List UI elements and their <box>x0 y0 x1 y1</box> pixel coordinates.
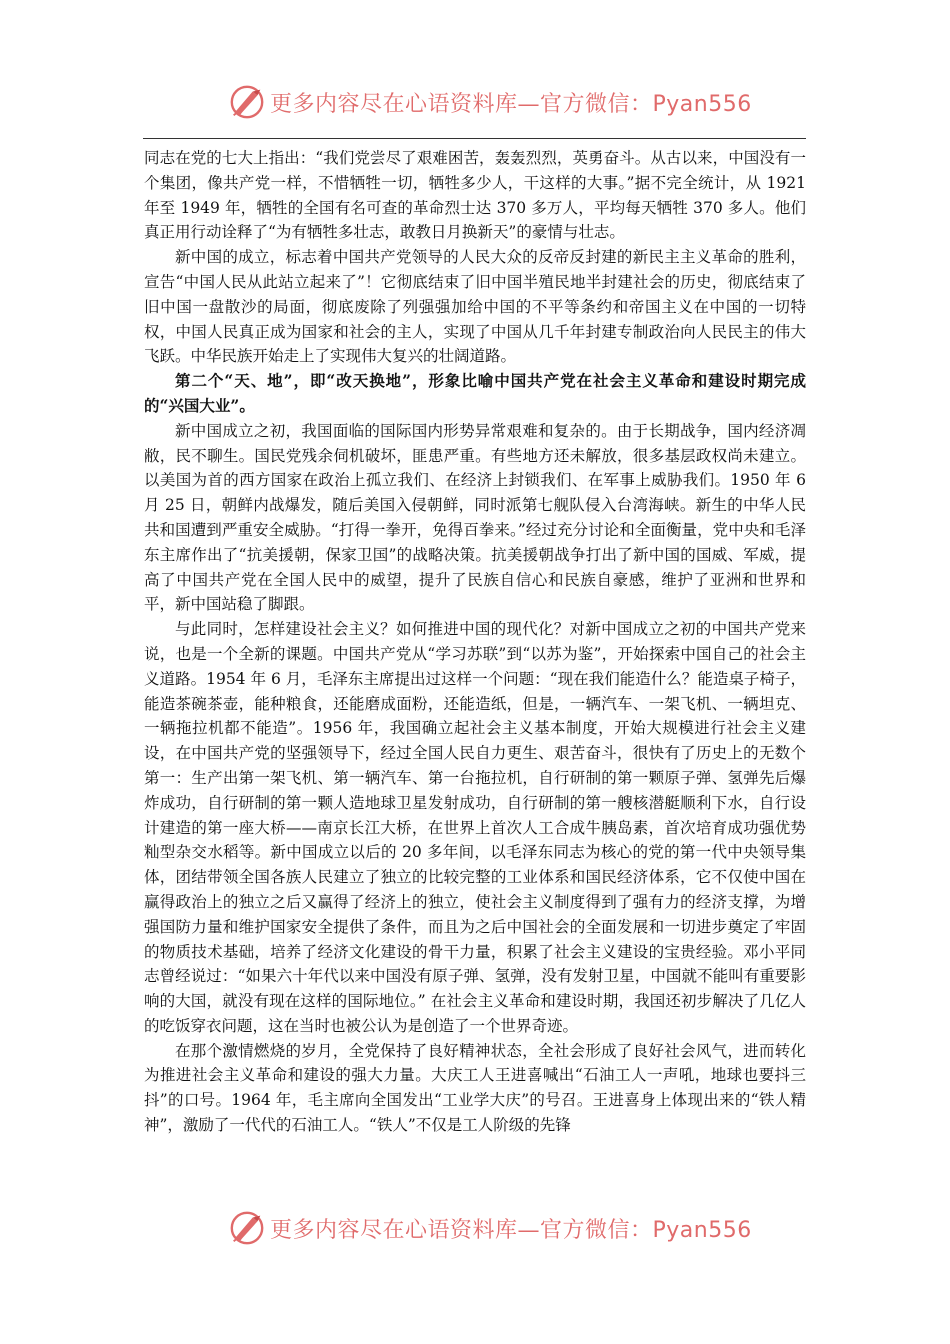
paragraph-4: 与此同时，怎样建设社会主义？如何推进中国的现代化？对新中国成立之初的中国共产党来说，也是一个全新的课题。中国共产党从“学习苏联”到“以苏为鉴”，开始探索中国自己的社会主义道路。1954 年 6 月，毛泽东主席提出过这样一个问题：“现在我们能造什么？能造桌子椅子，能造茶碗茶壶，能种粮食，还能磨成面粉，还能造纸，但是，一辆汽车、一架飞机、一辆坦克、一辆拖拉机都不能造”。1956 年，我国确立起社会主义基本制度，开始大规模进行社会主义建设，在中国共产党的坚强领导下，经过全国人民自力更生、艰苦奋斗，很快有了历史上的无数个第一：生产出第一架飞机、第一辆汽车、第一台拖拉机，自行研制的第一颗原子弹、氢弹先后爆炸成功，自行研制的第一颗人造地球卫星发射成功，自行研制的第一艘核潜艇顺利下水，自行设计建造的第一座大桥——南京长江大桥，在世界上首次人工合成牛胰岛素，首次培育成功强优势籼型杂交水稻等。新中国成立以后的 20 多年间，以毛泽东同志为核心的党的第一代中央领导集体，团结带领全国各族人民建立了独立的比较完整的工业体系和国民经济体系，它不仅使中国在赢得政治上的独立之后又赢得了经济上的独立，使社会主义制度得到了强有力的经济支撑，为增强国防力量和维护国家安全提供了条件，而且为之后中国社会的全面发展和一切进步奠定了牢固的物质技术基础，培养了经济文化建设的骨干力量，积累了社会主义建设的宝贵经验。邓小平同志曾经说过：“如果六十年代以来中国没有原子弹、氢弹，没有发射卫星，中国就不能叫有重要影响的大国，就没有现在这样的国际地位。” 在社会主义革命和建设时期，我国还初步解决了几亿人的吃饭穿衣问题，这在当时也被公认为是创造了一个世界奇迹。 <box>144 620 806 1035</box>
footer-banner <box>0 1206 950 1250</box>
header-banner-text <box>270 87 752 118</box>
paragraph-3: 新中国成立之初，我国面临的国际国内形势异常艰难和复杂的。由于长期战争，国内经济凋敝，民不聊生。国民党残余伺机破坏，匪患严重。有些地方还未解放，很多基层政权尚未建立。以美国为首的西方国家在政治上孤立我们、在经济上封锁我们、在军事上威胁我们。1950 年 6 月 25 日，朝鲜内战爆发，随后美国入侵朝鲜，同时派第七舰队侵入台湾海峡。新生的中华人民共和国遭到严重安全威胁。“打得一拳开，免得百拳来。”经过充分讨论和全面衡量，党中央和毛泽东主席作出了“抗美援朝，保家卫国”的战略决策。抗美援朝战争打出了新中国的国威、军威，提高了中国共产党在全国人民中的威望，提升了民族自信心和民族自豪感，维护了亚洲和世界和平，新中国站稳了脚跟。 <box>144 421 806 614</box>
header-wechat-id: Pyan556 <box>652 91 752 117</box>
header-banner-label: 更多内容尽在心语资料库—官方微信： <box>270 91 653 117</box>
paragraph-2: 新中国的成立，标志着中国共产党领导的人民大众的反帝反封建的新民主主义革命的胜利，宣告“中国人民从此站立起来了”！它彻底结束了旧中国半殖民地半封建社会的历史，彻底结束了旧中国一盘散沙的局面，彻底废除了列强强加给中国的不平等条约和帝国主义在中国的一切特权，中国人民真正成为国家和社会的主人，实现了中国从几千年封建专制政治向人民民主的伟大飞跃。中华民族开始走上了实现伟大复兴的壮阔道路。 <box>144 248 806 366</box>
brush-logo-icon <box>228 1209 266 1247</box>
brush-logo-icon <box>228 83 266 121</box>
footer-banner-text <box>270 1213 752 1244</box>
footer-banner-label: 更多内容尽在心语资料库—官方微信： <box>270 1217 653 1243</box>
header-rule <box>143 138 806 139</box>
section-heading: 第二个“天、地”，即“改天换地”，形象比喻中国共产党在社会主义革命和建设时期完成的“兴国大业”。 <box>144 371 806 415</box>
footer-wechat-id: Pyan556 <box>652 1217 752 1243</box>
header-banner <box>0 80 950 124</box>
paragraph-1: 同志在党的七大上指出：“我们党尝尽了艰难困苦，轰轰烈烈，英勇奋斗。从古以来，中国没有一个集团，像共产党一样，不惜牺牲一切，牺牲多少人，干这样的大事。”据不完全统计，从 1921 年至 1949 年，牺牲的全国有名可查的革命烈士达 370 多万人，平均每天牺牲 370 多人。他们真正用行动诠释了“为有牺牲多壮志，敢教日月换新天”的豪情与壮志。 <box>144 149 806 242</box>
document-body <box>144 146 806 1138</box>
paragraph-5: 在那个激情燃烧的岁月，全党保持了良好精神状态，全社会形成了良好社会风气，进而转化为推进社会主义革命和建设的强大力量。大庆工人王进喜喊出“石油工人一声吼，地球也要抖三抖”的口号。1964 年，毛主席向全国发出“工业学大庆”的号召。王进喜身上体现出来的“铁人精神”，激励了一代代的石油工人。“铁人”不仅是工人阶级的先锋 <box>144 1041 806 1135</box>
